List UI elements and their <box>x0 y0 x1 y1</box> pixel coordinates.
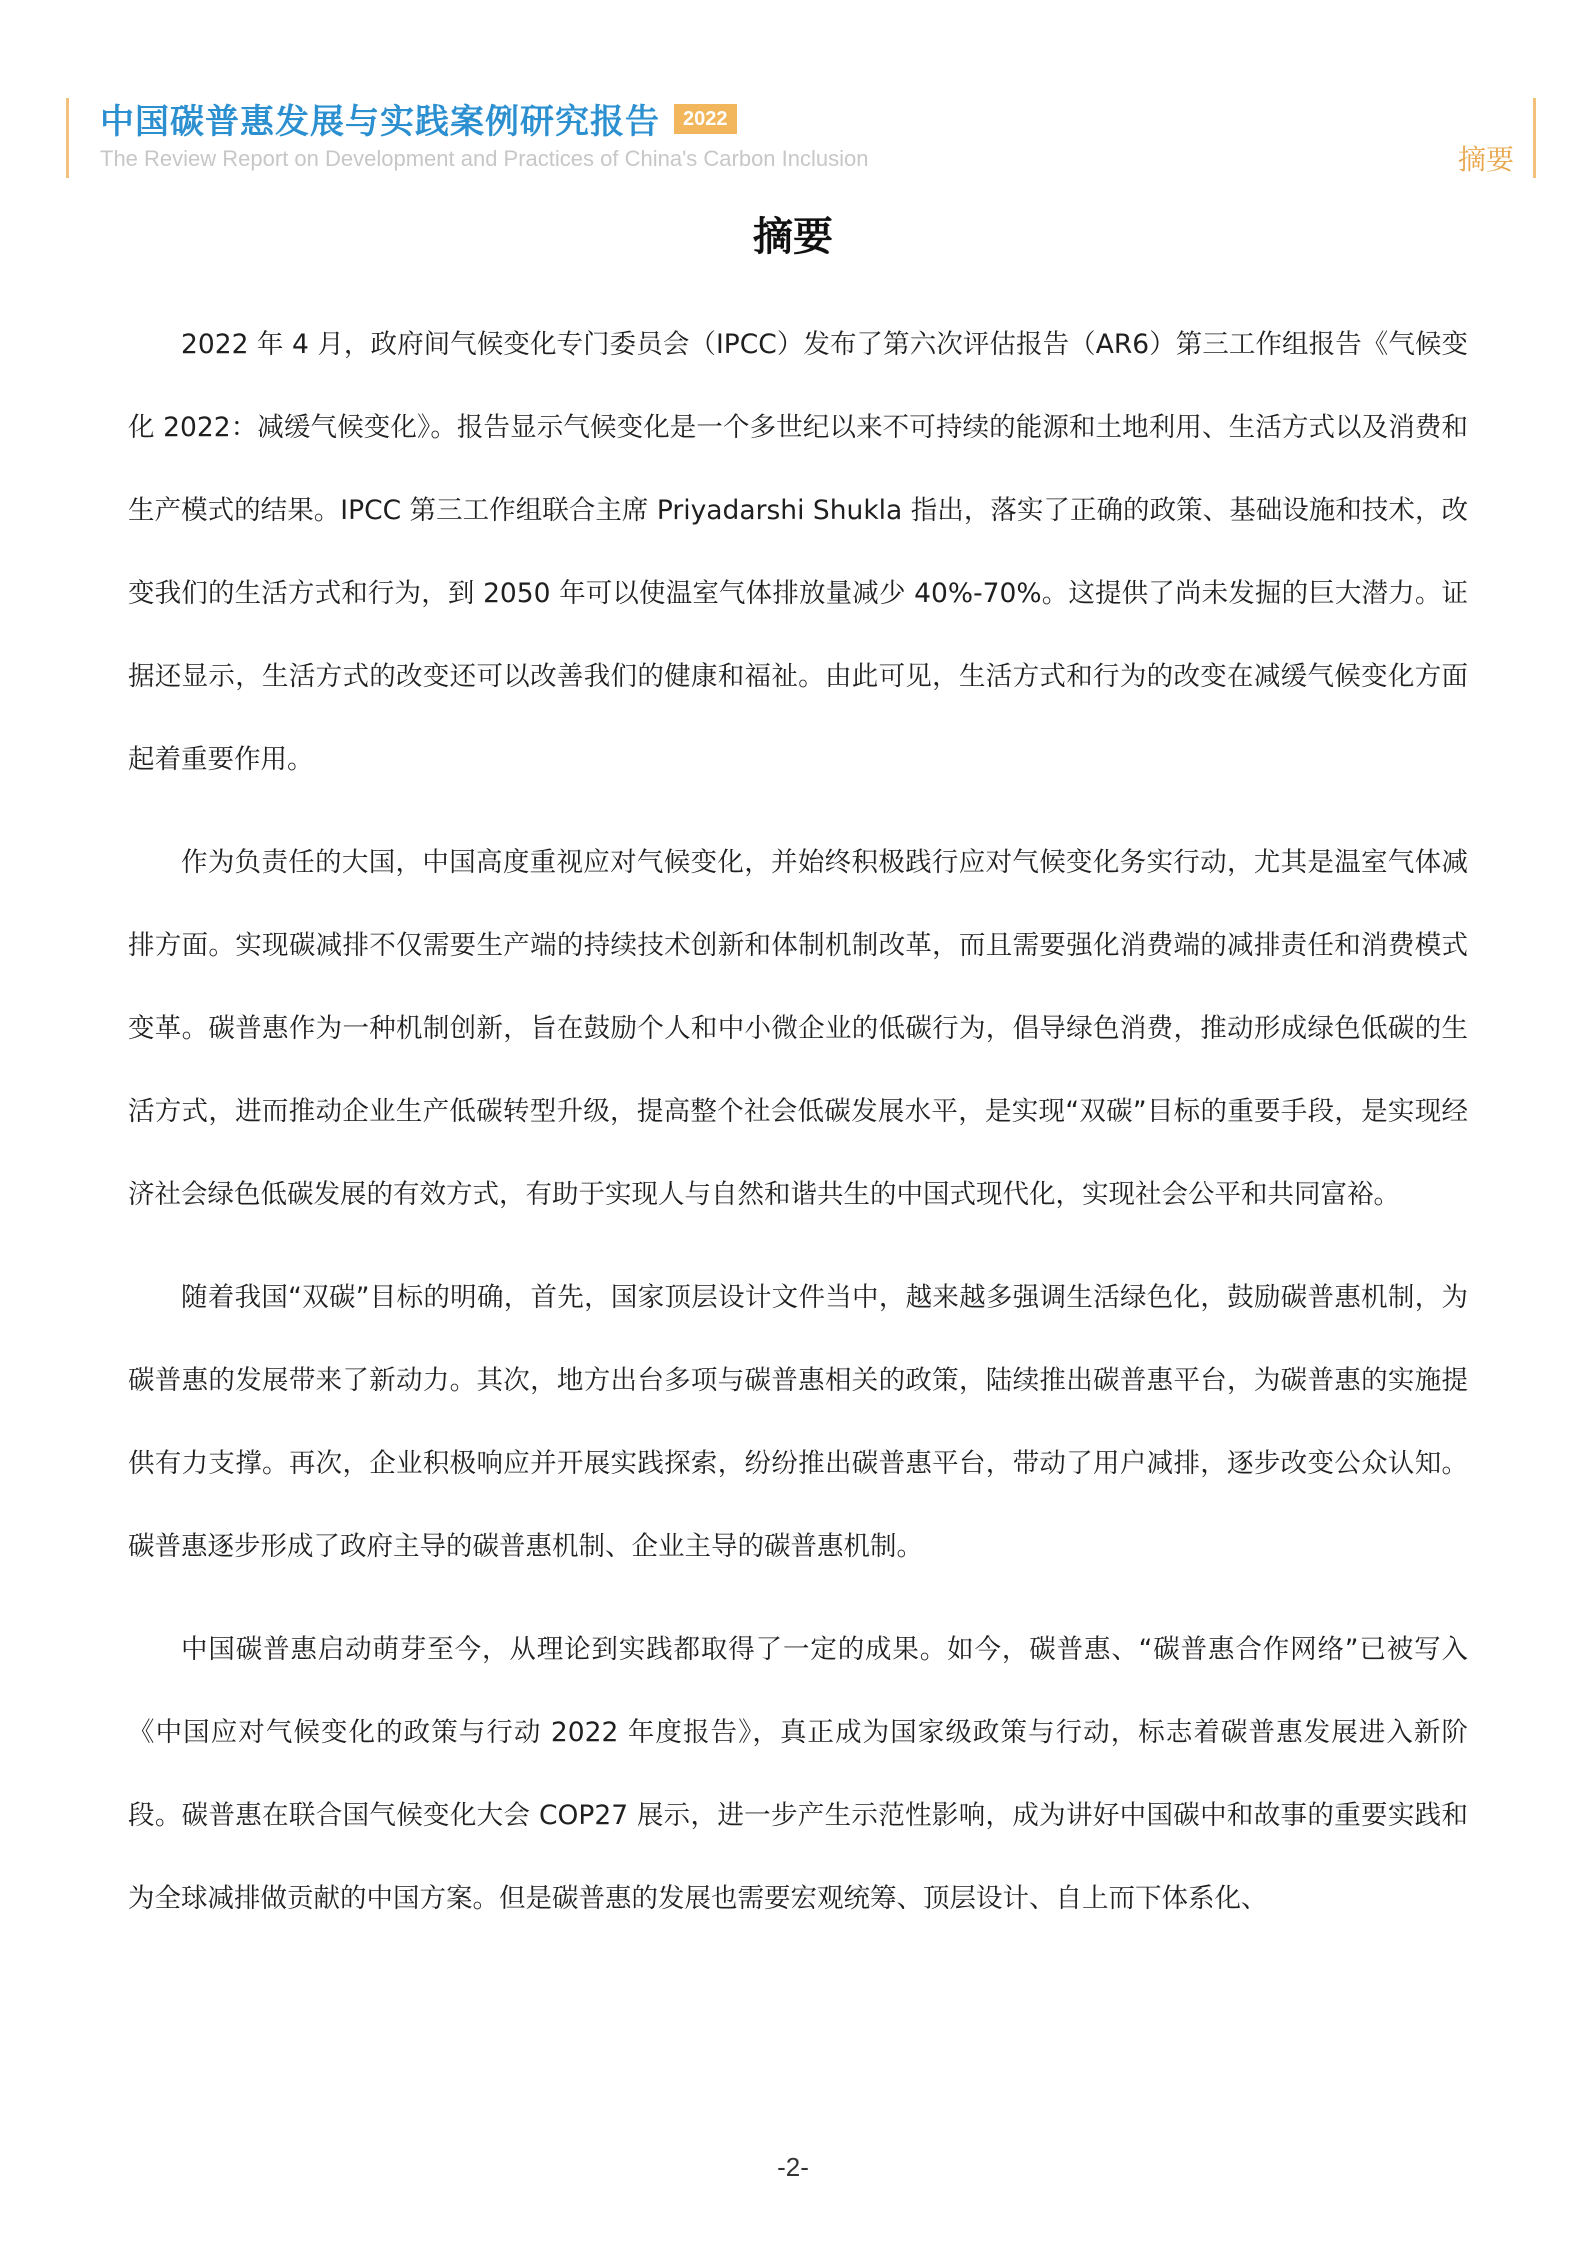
section-tag: 摘要 <box>1457 143 1514 176</box>
paragraph: 随着我国“双碳”目标的明确，首先，国家顶层设计文件当中，越来越多强调生活绿色化，鼓励碳普惠机制，为碳普惠的发展带来了新动力。其次，地方出台多项与碳普惠相关的政策，陆续推出碳普惠平台，为碳普惠的实施提供有力支撑。再次，企业积极响应并开展实践探索，纷纷推出碳普惠平台，带动了用户减排，逐步改变公众认知。碳普惠逐步形成了政府主导的碳普惠机制、企业主导的碳普惠机制。 <box>128 1282 1468 1562</box>
header-title-row <box>100 94 737 143</box>
paragraph: 作为负责任的大国，中国高度重视应对气候变化，并始终积极践行应对气候变化务实行动，尤其是温室气体减排方面。实现碳减排不仅需要生产端的持续技术创新和体制机制改革，而且需要强化消费端的减排责任和消费模式变革。碳普惠作为一种机制创新，旨在鼓励个人和中小微企业的低碳行为，倡导绿色消费，推动形成绿色低碳的生活方式，进而推动企业生产低碳转型升级，提高整个社会低碳发展水平，是实现“双碳”目标的重要手段，是实现经济社会绿色低碳发展的有效方式，有助于实现人与自然和谐共生的中国式现代化，实现社会公平和共同富裕。 <box>128 847 1468 1210</box>
page-header <box>0 0 1586 200</box>
year-badge: 2022 <box>674 104 737 134</box>
header-right-accent-bar <box>1533 98 1536 178</box>
paragraph: 2022 年 4 月，政府间气候变化专门委员会（IPCC）发布了第六次评估报告（AR6）第三工作组报告《气候变化 2022：减缓气候变化》。报告显示气候变化是一个多世纪以来不可持续的能源和土地利用、生活方式以及消费和生产模式的结果。IPCC 第三工作组联合主席 Priyadarshi Shukla 指出，落实了正确的政策、基础设施和技术，改变我们的生活方式和行为，到 2050 年可以使温室气体排放量减少 40%-70%。这提供了尚未发掘的巨大潜力。证据还显示，生活方式的改变还可以改善我们的健康和福祉。由此可见，生活方式和行为的改变在减缓气候变化方面起着重要作用。 <box>128 329 1468 775</box>
page-title: 摘要 <box>753 214 833 260</box>
abstract-body <box>128 303 1468 1960</box>
header-left-accent-bar <box>66 98 69 178</box>
report-title: 中国碳普惠发展与实践案例研究报告 <box>100 102 660 142</box>
report-subtitle: The Review Report on Development and Practices of China's Carbon Inclusion <box>100 146 869 171</box>
page-number: -2- <box>777 2152 809 2182</box>
paragraph: 中国碳普惠启动萌芽至今，从理论到实践都取得了一定的成果。如今，碳普惠、“碳普惠合作网络”已被写入《中国应对气候变化的政策与行动 2022 年度报告》，真正成为国家级政策与行动，标志着碳普惠发展进入新阶段。碳普惠在联合国气候变化大会 COP27 展示，进一步产生示范性影响，成为讲好中国碳中和故事的重要实践和为全球减排做贡献的中国方案。但是碳普惠的发展也需要宏观统筹、顶层设计、自上而下体系化、 <box>128 1634 1468 1914</box>
